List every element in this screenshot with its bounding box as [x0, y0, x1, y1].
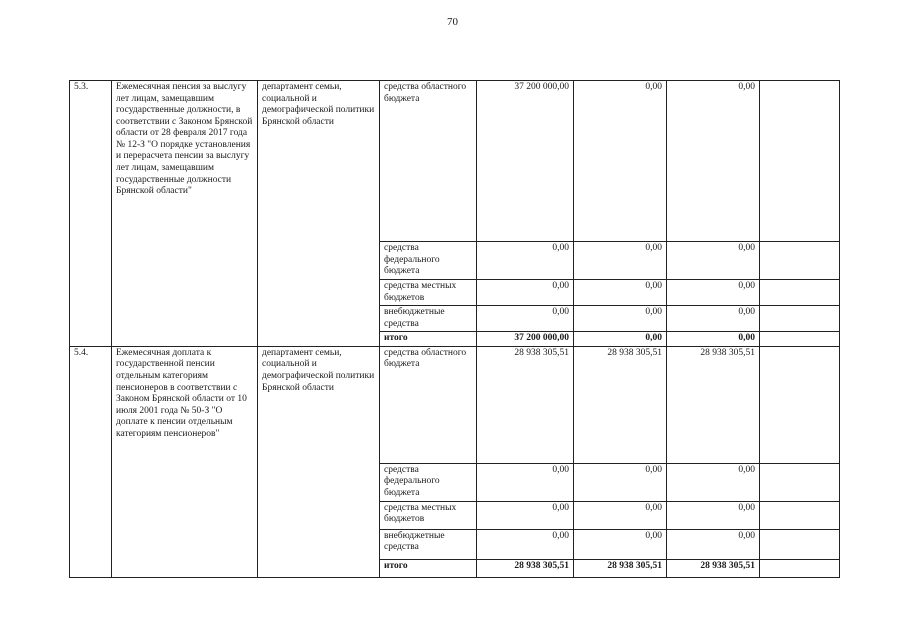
source-label: средства областного бюджета [380, 81, 477, 242]
table-row-5-4 [70, 346, 840, 463]
budget-table [69, 80, 840, 578]
amount-cell: 0,00 [574, 242, 667, 280]
amount-cell: 0,00 [667, 529, 760, 559]
amount-cell: 0,00 [574, 280, 667, 306]
amount-cell: 0,00 [574, 529, 667, 559]
amount-cell: 28 938 305,51 [477, 346, 574, 463]
empty-cell [760, 306, 840, 332]
table-row-5-3 [70, 81, 840, 242]
empty-cell [760, 501, 840, 529]
total-amount: 28 938 305,51 [667, 559, 760, 577]
source-label: средства федерального бюджета [380, 242, 477, 280]
total-amount: 0,00 [574, 332, 667, 347]
amount-cell: 0,00 [574, 306, 667, 332]
total-amount: 0,00 [667, 332, 760, 347]
source-label: средства местных бюджетов [380, 501, 477, 529]
amount-cell: 0,00 [477, 306, 574, 332]
amount-cell: 0,00 [667, 81, 760, 242]
row-number: 5.3. [70, 81, 112, 347]
page-number: 70 [447, 16, 458, 28]
empty-cell [760, 346, 840, 463]
amount-cell: 28 938 305,51 [667, 346, 760, 463]
amount-cell: 0,00 [667, 306, 760, 332]
amount-cell: 0,00 [477, 501, 574, 529]
amount-cell: 0,00 [477, 529, 574, 559]
amount-cell: 0,00 [667, 463, 760, 501]
amount-cell: 0,00 [667, 501, 760, 529]
amount-cell: 0,00 [574, 501, 667, 529]
empty-cell [760, 463, 840, 501]
row-department: департамент семьи, социальной и демографической политики Брянской области [258, 81, 380, 347]
amount-cell: 0,00 [667, 242, 760, 280]
row-number: 5.4. [70, 346, 112, 577]
total-label: итого [380, 332, 477, 347]
empty-cell [760, 81, 840, 242]
empty-cell [760, 559, 840, 577]
row-description: Ежемесячная пенсия за выслугу лет лицам, замещавшим государственные должности, в соответствии с Законом Брянской области от 28 февраля 2017 года № 12-З "О порядке установления и перерасчета пенсии за выслугу лет лицам, замещавшим государственные должности Брянской области" [112, 81, 258, 347]
amount-cell: 37 200 000,00 [477, 81, 574, 242]
empty-cell [760, 529, 840, 559]
amount-cell: 0,00 [477, 463, 574, 501]
total-amount: 28 938 305,51 [574, 559, 667, 577]
amount-cell: 0,00 [667, 280, 760, 306]
row-description: Ежемесячная доплата к государственной пенсии отдельным категориям пенсионеров в соответствии с Законом Брянской области от 10 июля 2001 года № 50-З "О доплате к пенсии отдельным категориям пенсионеров" [112, 346, 258, 577]
total-amount: 28 938 305,51 [477, 559, 574, 577]
amount-cell: 28 938 305,51 [574, 346, 667, 463]
source-label: внебюджетные средства [380, 529, 477, 559]
amount-cell: 0,00 [477, 242, 574, 280]
total-amount: 37 200 000,00 [477, 332, 574, 347]
empty-cell [760, 280, 840, 306]
empty-cell [760, 242, 840, 280]
total-label: итого [380, 559, 477, 577]
row-department: департамент семьи, социальной и демографической политики Брянской области [258, 346, 380, 577]
source-label: внебюджетные средства [380, 306, 477, 332]
empty-cell [760, 332, 840, 347]
source-label: средства областного бюджета [380, 346, 477, 463]
source-label: средства федерального бюджета [380, 463, 477, 501]
amount-cell: 0,00 [574, 463, 667, 501]
amount-cell: 0,00 [477, 280, 574, 306]
amount-cell: 0,00 [574, 81, 667, 242]
source-label: средства местных бюджетов [380, 280, 477, 306]
